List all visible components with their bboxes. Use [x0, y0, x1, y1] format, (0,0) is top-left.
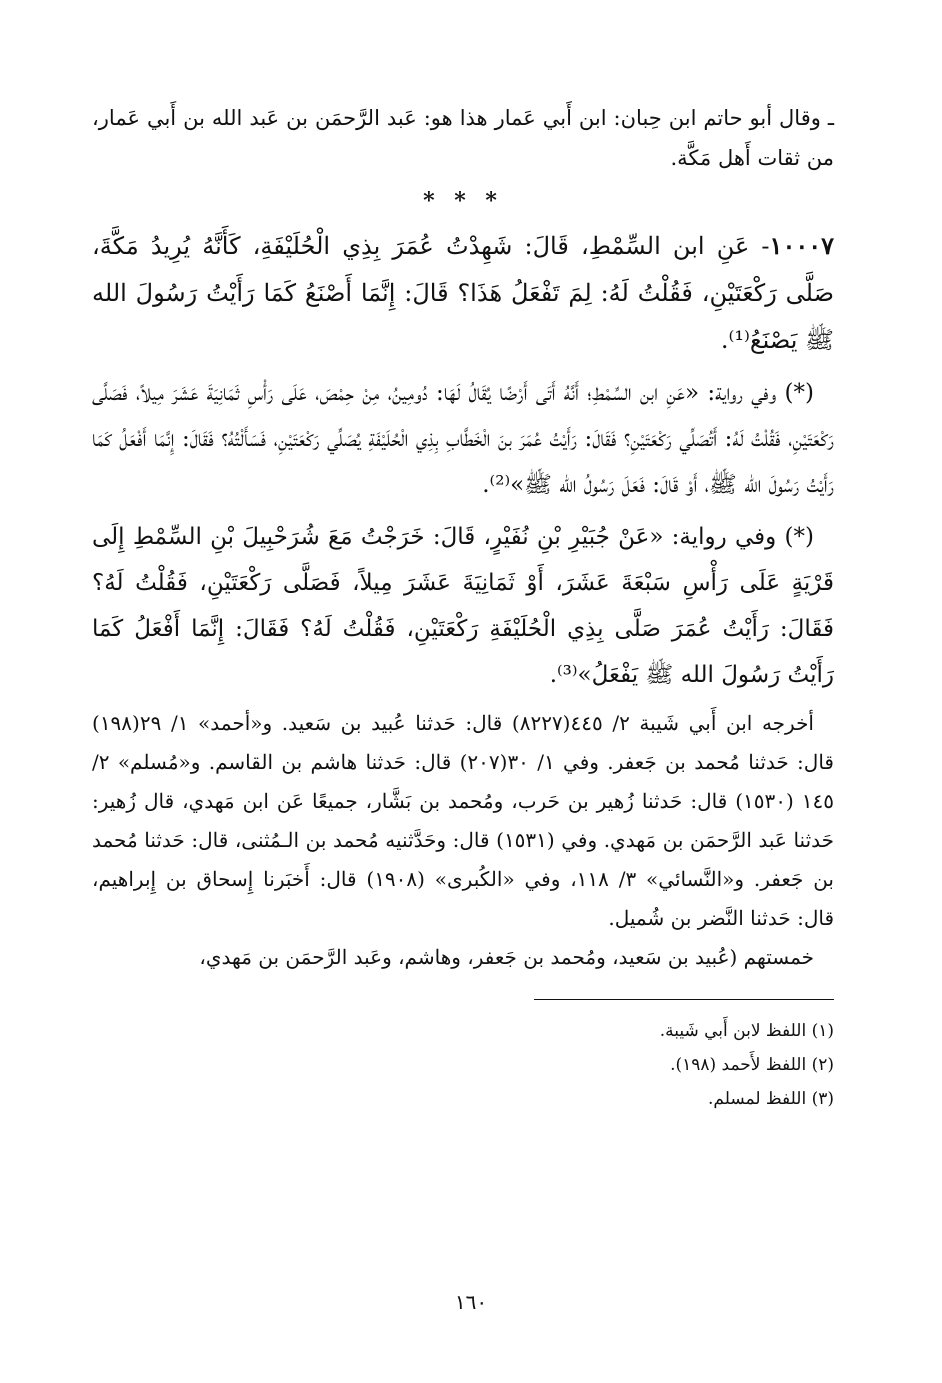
footnote-2: (٢) اللفظ لأَحمد (١٩٨).: [670, 1055, 834, 1075]
section-separator: * * *: [423, 188, 503, 214]
footnotes: [92, 1014, 834, 1116]
riwaya-paragraph-2: (*) وفي رواية: «عَنْ جُبَيْرِ بْنِ نُفَيْرٍ، قَالَ: خَرَجْتُ مَعَ شُرَحْبِيلَ بْنِ السِّمْطِ إِلَى قَرْيَةٍ عَلَى رَأْسِ سَبْعَةَ عَشَرَ، أَوْ ثَمَانِيَةَ عَشَرَ مِيلاً، فَصَلَّى رَكْعَتَيْنِ، فَقُلْتُ لَهُ؟ فَقَالَ: رَأَيْتُ عُمَرَ صَلَّى بِذِي الْحُلَيْفَةِ رَكْعَتَيْنِ، فَقُلْتُ لَهُ؟ فَقَالَ: إِنَّمَا أَفْعَلُ كَمَا رَأَيْتُ رَسُولَ الله ﷺ يَفْعَلُ»⁽³⁾.: [92, 524, 834, 688]
riwaya-paragraph-1: (*) وفي رواية: «عَنِ ابن السِّمْطِ؛ أَنَّهُ أَتَى أَرْضًا يُقَالُ لَهَا: دُومِينُ، مِنْ حِمْصَ، عَلَى رَأْسِ ثَمَانِيَةَ عَشَرَ مِيلاً، فَصَلَّى رَكْعَتَيْنِ، فَقُلْتُ لَهُ: أَتُصَلِّي رَكْعَتَيْنِ؟ فَقَالَ: رَأَيْتُ عُمَرَ بنَ الْخَطَّابِ بِذِي الْحُلَيْفَةِ يُصَلِّي رَكْعَتَيْنِ، فَسَأَلْتُهُ؟ فَقَالَ: إِنَّمَا أَفْعَلُ كَمَا رَأَيْتُ رَسُولَ الله ﷺ، أَوْ قَالَ: فَعَلَ رَسُولُ الله ﷺ»⁽²⁾.: [92, 380, 834, 498]
hadith-paragraph: [92, 222, 834, 364]
footnote-1: (١) اللفظ لابن أَبي شَيبة.: [659, 1021, 834, 1041]
hadith-number: ١٠٠٠٧: [769, 231, 834, 260]
footnote-3: (٣) اللفظ لمسلم.: [707, 1089, 834, 1109]
takhrij-paragraph-1: أخرجه ابن أَبي شَيبة ٢/ ٤٤٥(٨٢٢٧) قال: حَدثنا عُبيد بن سَعيد. و«أحمد» ١/ ٢٩(١٩٨) قال: حَدثنا مُحمد بن جَعفر. وفي ١/ ٣٠(٢٠٧) قال: حَدثنا هاشم بن القاسم. و«مُسلم» ٢/ ١٤٥ (١٥٣٠) قال: حَدثنا زُهير بن حَرب، ومُحمد بن بَشَّار، جميعًا عَن ابن مَهدي، قال زُهير: حَدثنا عَبد الرَّحمَن بن مَهدي. وفي (١٥٣١) قال: وحَدَّثنيه مُحمد بن الـمُثنى، قال: حَدثنا مُحمد بن جَعفر. و«النَّسائي» ٣/ ١١٨، وفي «الكُبرى» (١٩٠٨) قال: أَخبَرنا إِسحاق بن إِبراهيم، قال: حَدثنا النَّضر بن شُميل.: [92, 711, 834, 930]
takhrij-paragraph-2: خمستهم (عُبيد بن سَعيد، ومُحمد بن جَعفر، وهاشم، وعَبد الرَّحمَن بن مَهدي،: [199, 945, 814, 969]
intro-paragraph: ـ وقال أبو حاتم ابن حِبان: ابن أَبي عَمار هذا هو: عَبد الرَّحمَن بن عَبد الله بن أَبي عَمار، من ثقات أَهل مَكَّة.: [92, 106, 834, 170]
hadith-text: - عَنِ ابن السِّمْطِ، قَالَ: شَهِدْتُ عُمَرَ بِذِي الْحُلَيْفَةِ، كَأَنَّهُ يُرِيدُ مَكَّةَ، صَلَّى رَكْعَتَيْنِ، فَقُلْتُ لَهُ: لِمَ تَفْعَلُ هَذَا؟ قَالَ: إِنَّمَا أَصْنَعُ كَمَا رَأَيْتُ رَسُولَ الله ﷺ يَصْنَعُ⁽¹⁾.: [92, 232, 834, 354]
page-body: [92, 98, 834, 1328]
page-number: ١٦٠: [454, 1290, 488, 1314]
footnote-divider: [534, 999, 834, 1000]
